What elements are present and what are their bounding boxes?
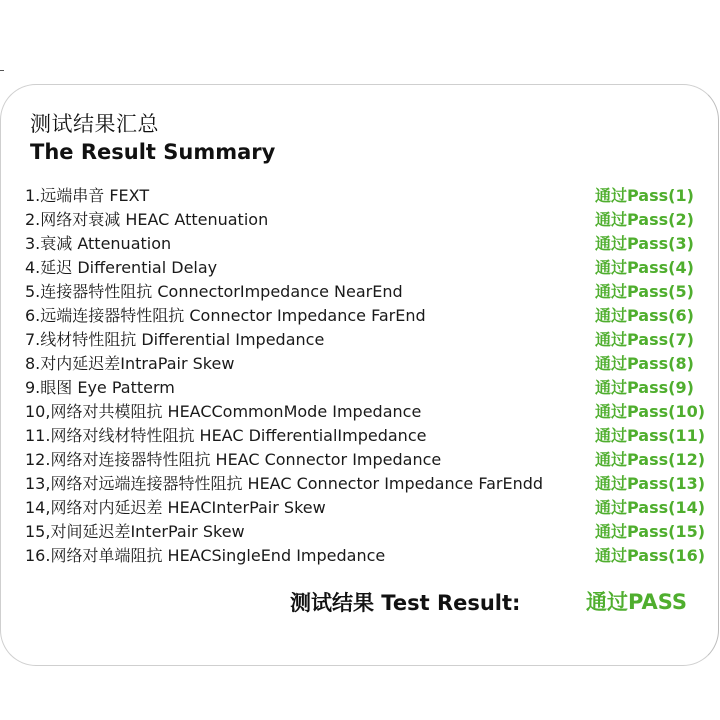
list-item <box>0 520 720 544</box>
list-item <box>0 400 720 424</box>
item-status: 通过Pass(15) <box>595 522 706 541</box>
item-label: 2.网络对衰减 HEAC Attenuation <box>25 210 269 229</box>
item-status: 通过Pass(6) <box>595 306 694 325</box>
item-status: 通过Pass(14) <box>595 498 706 517</box>
list-item <box>0 304 720 328</box>
list-item <box>0 448 720 472</box>
item-status: 通过Pass(4) <box>595 258 694 277</box>
title-chinese: 测试结果汇总 <box>30 112 159 136</box>
item-label: 14,网络对内延迟差 HEACInterPair Skew <box>25 498 326 517</box>
corner-mark <box>0 70 4 71</box>
item-label: 7.线材特性阻抗 Differential Impedance <box>25 330 325 349</box>
item-label: 11.网络对线材特性阻抗 HEAC DifferentialImpedance <box>25 426 427 445</box>
item-label: 4.延迟 Differential Delay <box>25 258 218 277</box>
item-label: 3.衰减 Attenuation <box>25 234 172 253</box>
list-item <box>0 496 720 520</box>
item-status: 通过Pass(8) <box>595 354 694 373</box>
title-english: The Result Summary <box>30 140 276 164</box>
item-status: 通过Pass(10) <box>595 402 706 421</box>
item-label: 1.远端串音 FEXT <box>25 186 150 205</box>
item-status: 通过Pass(2) <box>595 210 694 229</box>
item-status: 通过Pass(3) <box>595 234 694 253</box>
list-item <box>0 544 720 568</box>
list-item <box>0 472 720 496</box>
item-label: 10,网络对共模阻抗 HEACCommonMode Impedance <box>25 402 422 421</box>
item-label: 12.网络对连接器特性阻抗 HEAC Connector Impedance <box>25 450 442 469</box>
item-status: 通过Pass(7) <box>595 330 694 349</box>
list-item <box>0 352 720 376</box>
list-item <box>0 232 720 256</box>
item-label: 9.眼图 Eye Patterm <box>25 378 175 397</box>
item-status: 通过Pass(12) <box>595 450 706 469</box>
test-result-value: 通过PASS <box>586 590 688 614</box>
result-list <box>0 184 720 568</box>
item-status: 通过Pass(13) <box>595 474 706 493</box>
item-status: 通过Pass(16) <box>595 546 706 565</box>
list-item <box>0 376 720 400</box>
item-label: 8.对内延迟差IntraPair Skew <box>25 354 235 373</box>
list-item <box>0 424 720 448</box>
list-item <box>0 208 720 232</box>
item-status: 通过Pass(1) <box>595 186 694 205</box>
list-item <box>0 280 720 304</box>
list-item <box>0 256 720 280</box>
item-status: 通过Pass(9) <box>595 378 694 397</box>
item-status: 通过Pass(11) <box>595 426 706 445</box>
list-item <box>0 184 720 208</box>
item-label: 13,网络对远端连接器特性阻抗 HEAC Connector Impedance FarEndd <box>25 474 544 493</box>
list-item <box>0 328 720 352</box>
test-result-label: 测试结果 Test Result: <box>290 591 521 615</box>
item-label: 15,对间延迟差InterPair Skew <box>25 522 245 541</box>
item-status: 通过Pass(5) <box>595 282 694 301</box>
item-label: 6.远端连接器特性阻抗 Connector Impedance FarEnd <box>25 306 426 325</box>
item-label: 16.网络对单端阻抗 HEACSingleEnd Impedance <box>25 546 386 565</box>
item-label: 5.连接器特性阻抗 ConnectorImpedance NearEnd <box>25 282 403 301</box>
